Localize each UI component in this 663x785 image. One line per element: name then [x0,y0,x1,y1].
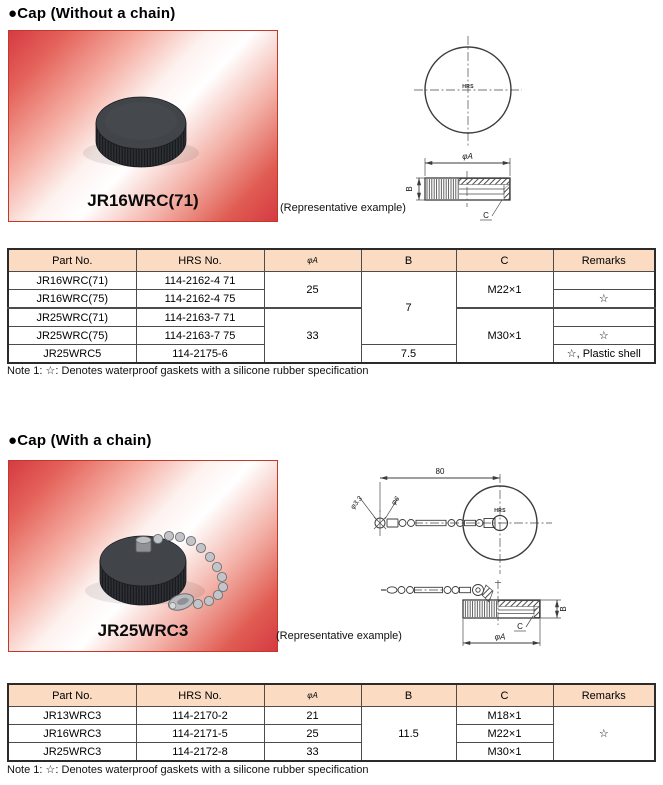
table-header-row [8,249,655,272]
cell-part-no: JR16WRC3 [8,725,136,743]
col-header-C: C [456,684,553,707]
dim-label-phiA: φA [462,152,473,161]
cell-part-no: JR16WRC(75) [8,290,136,309]
cell-remarks [553,308,655,327]
cell-phiA: 21 [264,707,361,725]
table-row [8,308,655,327]
cell-remarks: ☆ [553,707,655,762]
dim-label-80: 80 [435,467,445,476]
cell-B: 11.5 [361,707,456,762]
chain-end-hook [387,587,397,593]
cell-part-no: JR25WRC5 [8,345,136,364]
cell-phiA: 25 [264,725,361,743]
table-row [8,272,655,290]
cell-hrs-no: 114-2170-2 [136,707,264,725]
cell-remarks: ☆, Plastic shell [553,345,655,364]
technical-drawing-cap-with-chain [330,452,630,657]
col-header-hrs-no: HRS No. [136,249,264,272]
col-header-C: C [456,249,553,272]
cell-part-no: JR25WRC3 [8,743,136,762]
col-header-part-no: Part No. [8,684,136,707]
cell-C: M30×1 [456,308,553,363]
section-hatch [459,179,509,185]
note-waterproof-gasket: Note 1: ☆: Denotes waterproof gaskets with a silicone rubber specification [7,365,369,377]
dim-label-phi6: φ6 [390,495,402,507]
section-hatch [498,601,539,607]
knurl-texture [464,601,498,617]
table-header-row [8,684,655,707]
col-header-phiA: φA [264,249,361,272]
cell-C: M30×1 [456,743,553,762]
spec-table-with-chain [7,683,656,762]
cell-remarks: ☆ [553,327,655,345]
col-header-hrs-no: HRS No. [136,684,264,707]
section-heading-without-chain: ●Cap (Without a chain) [8,5,176,22]
cell-phiA: 33 [264,308,361,363]
cell-hrs-no: 114-2163-7 71 [136,308,264,327]
cell-B: 7 [361,272,456,345]
spec-table-without-chain [7,248,656,364]
dim-label-B: B [405,186,414,192]
col-header-B: B [361,249,456,272]
col-header-part-no: Part No. [8,249,136,272]
product-photo-label: JR16WRC(71) [87,191,199,210]
cell-hrs-no: 114-2162-4 71 [136,272,264,290]
product-photo-jr25wrc3 [8,460,278,652]
cell-remarks [553,272,655,290]
dim-label-C: C [483,211,489,220]
cell-remarks: ☆ [553,290,655,309]
cell-hrs-no: 114-2172-8 [136,743,264,762]
dim-label-phi3.3: φ3.3 [349,495,364,511]
technical-drawing-cap [390,28,565,228]
table-row [8,707,655,725]
note-waterproof-gasket: Note 1: ☆: Denotes waterproof gaskets with a silicone rubber specification [7,764,369,776]
cap-top-highlight [105,102,177,140]
hrs-logo-mark: HRS [462,84,474,90]
col-header-phiA: φA [264,684,361,707]
dim-label-phiA: φA [494,632,506,642]
cell-phiA: 33 [264,743,361,762]
product-photo-label: JR25WRC3 [97,621,189,640]
dim-label-C: C [517,622,523,631]
col-header-remarks: Remarks [553,684,655,707]
cell-hrs-no: 114-2171-5 [136,725,264,743]
hrs-logo-mark: HRS [494,508,506,514]
representative-example-caption: (Representative example) [276,630,402,642]
cell-B: 7.5 [361,345,456,364]
cell-phiA: 25 [264,272,361,309]
cell-part-no: JR25WRC(71) [8,308,136,327]
cell-C: M22×1 [456,272,553,309]
cell-part-no: JR16WRC(71) [8,272,136,290]
cell-C: M18×1 [456,707,553,725]
col-header-remarks: Remarks [553,249,655,272]
knurl-texture [426,179,459,199]
cell-part-no: JR13WRC3 [8,707,136,725]
section-heading-with-chain: ●Cap (With a chain) [8,432,152,449]
representative-example-caption: (Representative example) [280,202,406,214]
cell-hrs-no: 114-2175-6 [136,345,264,364]
product-photo-jr16wrc71 [8,30,278,222]
cell-hrs-no: 114-2162-4 75 [136,290,264,309]
dim-label-B: B [559,606,568,612]
cell-hrs-no: 114-2163-7 75 [136,327,264,345]
col-header-B: B [361,684,456,707]
cell-part-no: JR25WRC(75) [8,327,136,345]
cell-C: M22×1 [456,725,553,743]
